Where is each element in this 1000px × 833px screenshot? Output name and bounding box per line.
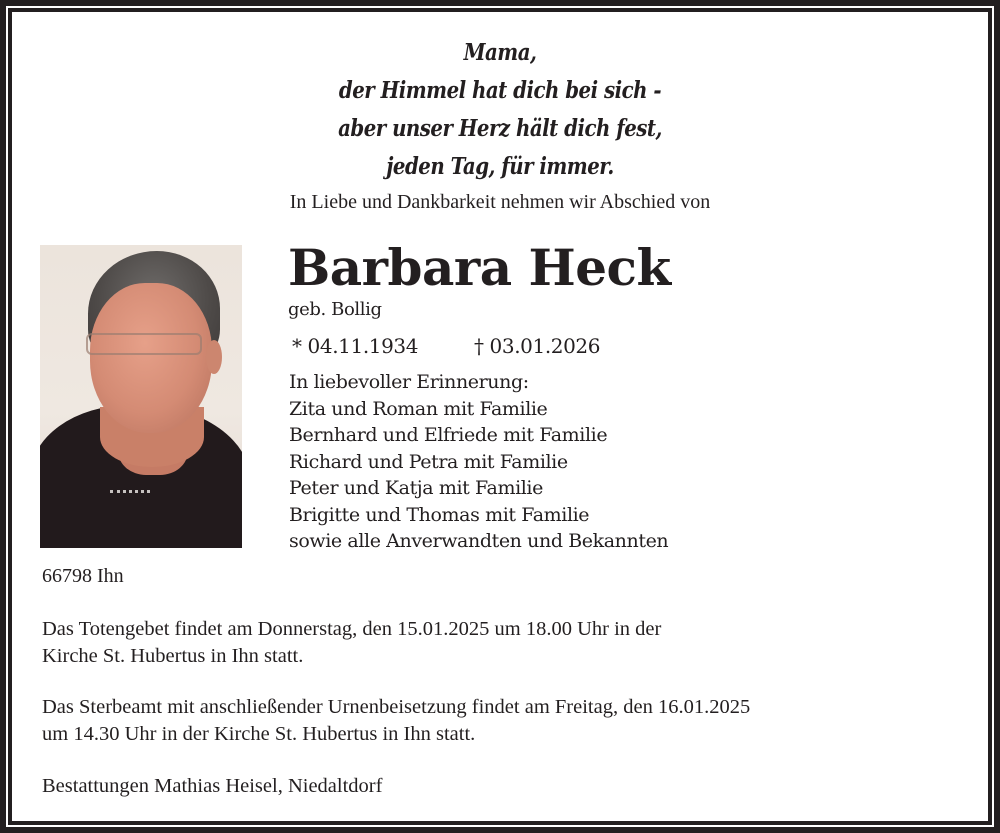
service-line: um 14.30 Uhr in der Kirche St. Hubertus in Ihn statt. bbox=[42, 723, 476, 745]
service-prayer bbox=[42, 616, 661, 670]
poem-line: jeden Tag, für immer. bbox=[386, 153, 614, 180]
mourner-line: Peter und Katja mit Familie bbox=[289, 477, 543, 499]
life-dates bbox=[292, 333, 600, 360]
undertaker: Bestattungen Mathias Heisel, Niedaltdorf bbox=[42, 775, 383, 797]
mourner-line: Brigitte und Thomas mit Familie bbox=[289, 503, 590, 526]
place: 66798 Ihn bbox=[42, 565, 124, 587]
poem-line: aber unser Herz hält dich fest, bbox=[338, 115, 662, 142]
photo-ear bbox=[206, 340, 222, 374]
deceased-name: Barbara Heck bbox=[288, 238, 671, 297]
service-line: Das Totengebet findet am Donnerstag, den 15.01.2025 um 18.00 Uhr in der bbox=[42, 618, 662, 640]
mourner-line: Zita und Roman mit Familie bbox=[289, 397, 548, 420]
maiden-name: geb. Bollig bbox=[288, 299, 382, 320]
poem-line: Mama, bbox=[463, 39, 537, 66]
mourner-line: Bernhard und Elfriede mit Familie bbox=[289, 424, 608, 446]
poem-line: der Himmel hat dich bei sich - bbox=[338, 77, 662, 104]
mourners-heading: In liebevoller Erinnerung: bbox=[289, 371, 529, 393]
mourner-line: sowie alle Anverwandten und Bekannten bbox=[289, 530, 669, 552]
service-requiem bbox=[42, 694, 750, 748]
mourners-list bbox=[289, 369, 668, 555]
obituary-notice bbox=[12, 12, 988, 821]
mourner-line: Richard und Petra mit Familie bbox=[289, 450, 568, 473]
service-line: Kirche St. Hubertus in Ihn statt. bbox=[42, 645, 304, 667]
photo-necklace bbox=[110, 490, 150, 501]
farewell-intro: In Liebe und Dankbarkeit nehmen wir Abschied von bbox=[289, 191, 711, 213]
photo-glasses bbox=[86, 333, 202, 355]
photo-face bbox=[90, 283, 212, 433]
service-line: Das Sterbeamt mit anschließender Urnenbeisetzung findet am Freitag, den 16.01.2025 bbox=[42, 696, 751, 718]
death-date: † 03.01.2026 bbox=[474, 334, 601, 358]
poem bbox=[80, 34, 919, 186]
birth-date: * 04.11.1934 bbox=[292, 334, 419, 358]
portrait-photo bbox=[40, 245, 242, 548]
